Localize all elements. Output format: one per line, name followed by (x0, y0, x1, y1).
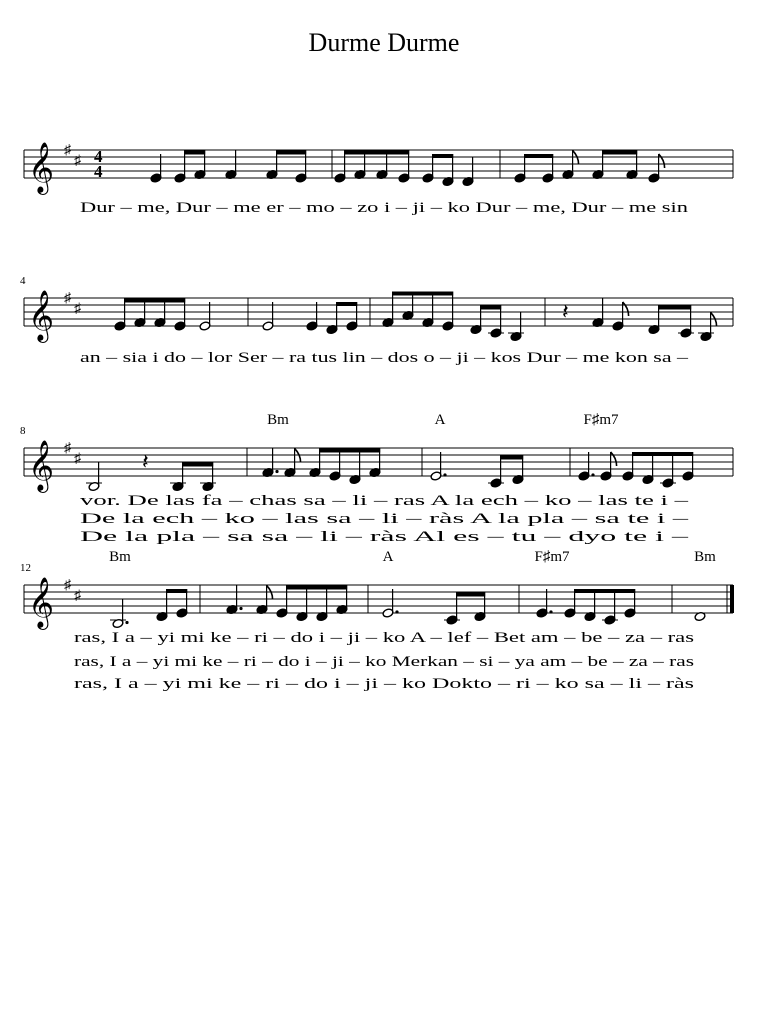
beam (319, 449, 380, 453)
sharp-sign-icon: ♯ (74, 451, 81, 467)
dot (395, 610, 398, 613)
measure-number: 8 (20, 425, 26, 437)
lyric-line: ras, I a – yi mi ke – ri – do i – ji – ko A – lef – Bet am – be – za – ras (74, 630, 695, 646)
sharp-sign-icon: ♯ (74, 588, 81, 604)
beam (602, 151, 637, 155)
quarter-rest-icon: 𝄽 (142, 449, 149, 474)
dot (443, 473, 446, 476)
measure-number: 12 (20, 562, 31, 574)
treble-clef-icon: 𝄞 (28, 441, 55, 490)
sharp-sign-icon: ♯ (64, 578, 71, 593)
lyric-line: Dur – me, Dur – me er – mo – zo i – ji – ko Dur – me, Dur – me sin (80, 200, 689, 216)
dot (591, 473, 594, 476)
beam (276, 151, 306, 155)
staff-system (24, 143, 733, 216)
beam (184, 151, 205, 155)
chord-symbol: F♯m7 (534, 549, 570, 565)
beam (500, 456, 523, 460)
sharp-sign-icon: ♯ (64, 143, 71, 158)
staff-system (20, 412, 733, 545)
beam (480, 306, 501, 310)
staff-system (20, 549, 734, 692)
beam (574, 589, 635, 593)
quarter-rest-icon: 𝄽 (562, 299, 569, 324)
chord-symbol: Bm (267, 412, 289, 428)
beam (432, 154, 453, 158)
lyric-line: vor. De las fa – chas sa – li – ras A la ech – ko – las te i – (80, 493, 689, 509)
lyric-line: ras, I a – yi mi ke – ri – do i – ji – ko Merkan – si – ya am – be – za – ras (74, 654, 695, 670)
beam (344, 151, 409, 155)
beam (166, 589, 187, 593)
dot (275, 470, 278, 473)
lyric-line: ras, I a – yi mi ke – ri – do i – ji – ko Dokto – ri – ko sa – li – ràs (74, 676, 695, 692)
beam (124, 299, 185, 303)
time-signature-numerator: 4 (94, 147, 103, 166)
lyric-line: an – sia i do – lor Ser – ra tus lin – dos o – ji – kos Dur – me kon sa – (80, 350, 689, 366)
sharp-sign-icon: ♯ (74, 153, 81, 169)
dot (125, 621, 128, 624)
lyric-line: De la ech – ko – las sa – li – ràs A la pla – sa te i – (80, 511, 689, 527)
score-title: Durme Durme (308, 28, 460, 57)
sharp-sign-icon: ♯ (64, 291, 71, 306)
staff-system (20, 275, 733, 366)
sharp-sign-icon: ♯ (64, 441, 71, 456)
beam (286, 586, 347, 590)
dot (549, 610, 552, 613)
final-barline-thick (730, 585, 734, 613)
sharp-sign-icon: ♯ (74, 301, 81, 317)
eighth-flag (659, 154, 665, 168)
eighth-flag (611, 452, 617, 466)
eighth-flag (623, 302, 629, 316)
lyric-line: De la pla – sa sa – li – ràs Al es – tu – dyo te i – (80, 529, 690, 545)
beam (392, 292, 453, 296)
beam (182, 463, 213, 467)
treble-clef-icon: 𝄞 (28, 291, 55, 340)
beam (336, 302, 357, 306)
treble-clef-icon: 𝄞 (28, 578, 55, 627)
measure-number: 4 (20, 275, 26, 287)
chord-symbol: A (434, 412, 446, 428)
beam (632, 452, 693, 456)
chord-symbol: Bm (694, 549, 716, 565)
beam (524, 154, 553, 158)
treble-clef-icon: 𝄞 (28, 143, 55, 192)
chord-symbol: Bm (109, 549, 131, 565)
time-signature-denominator: 4 (94, 162, 103, 181)
beam (658, 306, 691, 310)
beam (456, 593, 485, 597)
chord-symbol: F♯m7 (583, 412, 619, 428)
dot (239, 607, 242, 610)
chord-symbol: A (382, 549, 394, 565)
